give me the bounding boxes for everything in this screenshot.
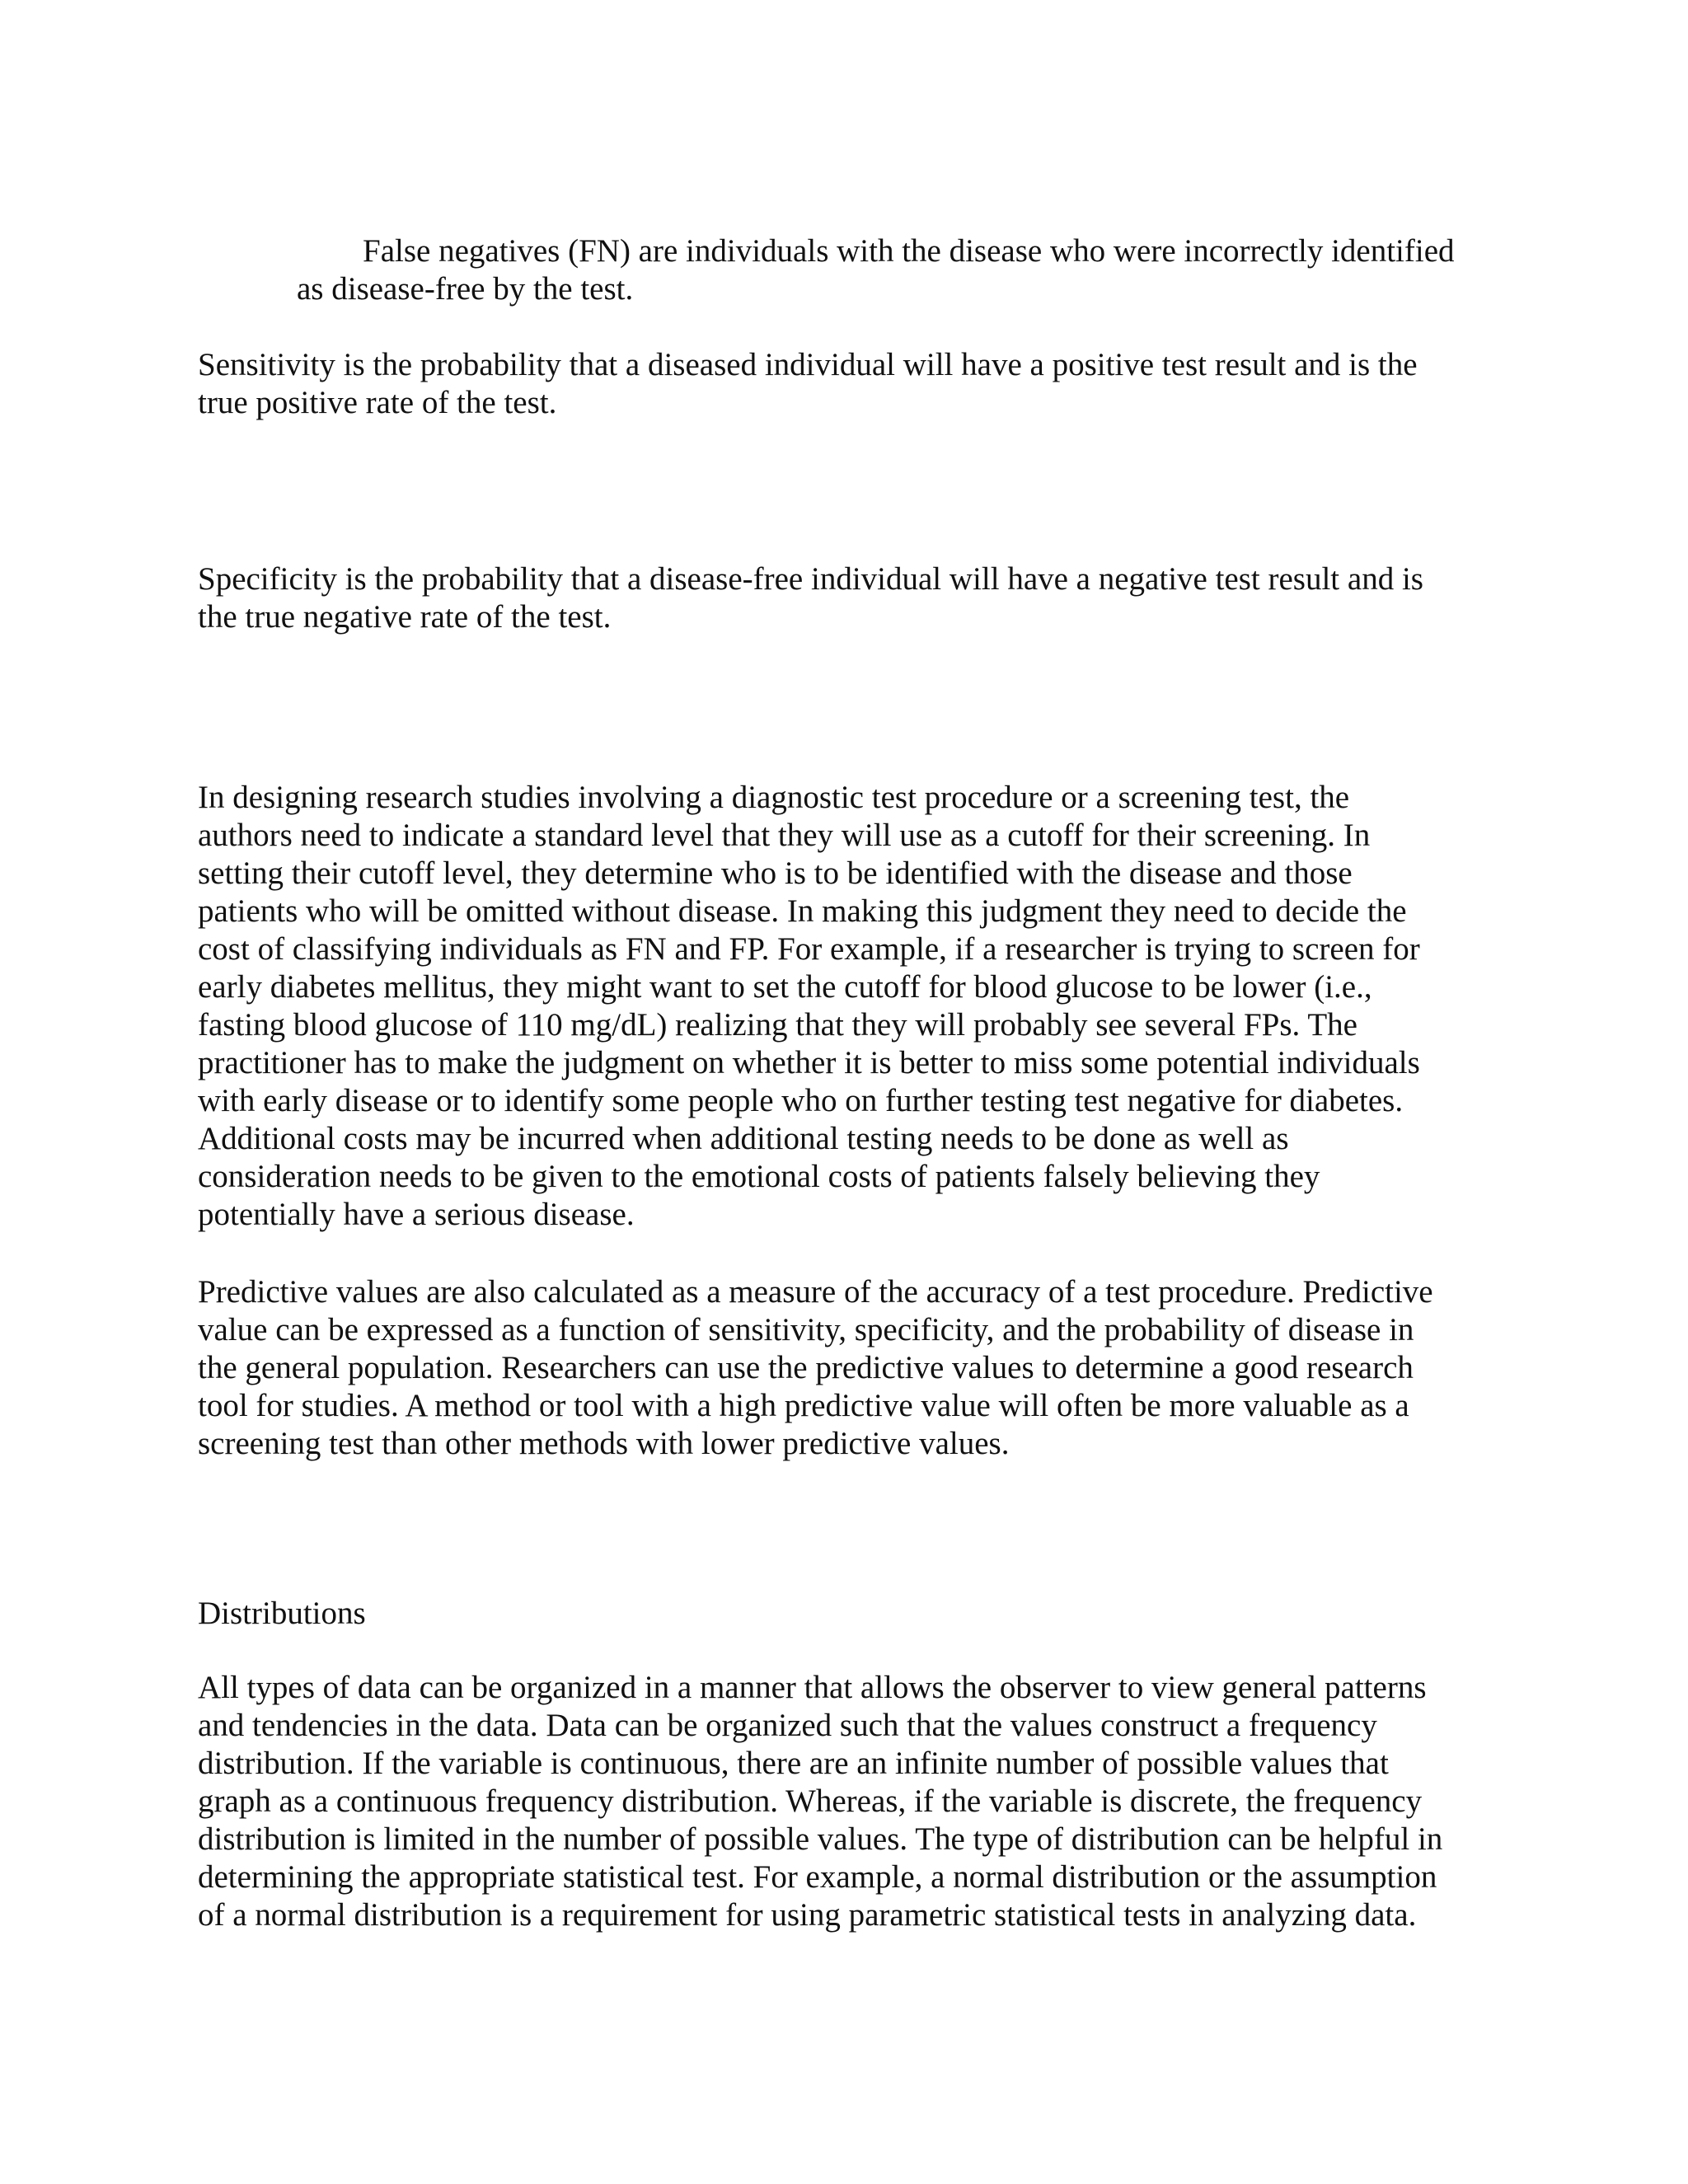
text-line: Predictive values are also calculated as a measure of the accuracy of a test procedure. Predictive (198, 1274, 1433, 1310)
text-line: the true negative rate of the test. (198, 599, 612, 635)
predictive-values-paragraph (198, 1273, 1433, 1463)
text-line: In designing research studies involving a diagnostic test procedure or a screening test, the (198, 780, 1350, 815)
text-line: as disease-free by the test. (297, 271, 634, 307)
distributions-paragraph (198, 1669, 1442, 1934)
text-line: early diabetes mellitus, they might want to set the cutoff for blood glucose to be lower (i.e., (198, 969, 1372, 1005)
research-design-paragraph (198, 779, 1420, 1234)
text-line: distribution is limited in the number of possible values. The type of distribution can be helpful in (198, 1821, 1443, 1857)
text-line: cost of classifying individuals as FN and FP. For example, if a researcher is trying to screen for (198, 931, 1420, 967)
text-line: value can be expressed as a function of sensitivity, specificity, and the probability of disease in (198, 1312, 1414, 1347)
text-line: potentially have a serious disease. (198, 1197, 635, 1232)
text-line: practitioner has to make the judgment on whether it is better to miss some potential individuals (198, 1045, 1420, 1080)
text-line: fasting blood glucose of 110 mg/dL) realizing that they will probably see several FPs. The (198, 1007, 1357, 1043)
text-line: distribution. If the variable is continuous, there are an infinite number of possible values that (198, 1746, 1389, 1781)
text-line: true positive rate of the test. (198, 385, 557, 420)
text-line: Additional costs may be incurred when additional testing needs to be done as well as (198, 1121, 1289, 1156)
text-line: All types of data can be organized in a manner that allows the observer to view general patterns (198, 1670, 1427, 1705)
text-line: consideration needs to be given to the emotional costs of patients falsely believing they (198, 1159, 1320, 1194)
text-line: the general population. Researchers can use the predictive values to determine a good research (198, 1350, 1414, 1385)
text-line: Specificity is the probability that a disease-free individual will have a negative test result and is (198, 561, 1423, 597)
text-line: tool for studies. A method or tool with a high predictive value will often be more valuable as a (198, 1388, 1409, 1423)
text-line: of a normal distribution is a requirement for using parametric statistical tests in analyzing data. (198, 1897, 1417, 1933)
text-line: patients who will be omitted without disease. In making this judgment they need to decide the (198, 893, 1407, 929)
sensitivity-paragraph (198, 346, 1418, 422)
text-line: and tendencies in the data. Data can be organized such that the values construct a frequency (198, 1708, 1377, 1743)
distributions-heading (198, 1595, 366, 1633)
text-line: determining the appropriate statistical test. For example, a normal distribution or the assumption (198, 1859, 1437, 1895)
text-line: authors need to indicate a standard level that they will use as a cutoff for their screening. In (198, 818, 1371, 853)
specificity-paragraph (198, 560, 1423, 636)
text-line: with early disease or to identify some people who on further testing test negative for diabetes. (198, 1083, 1404, 1118)
text-line: setting their cutoff level, they determine who is to be identified with the disease and those (198, 855, 1353, 891)
false-negatives-paragraph (297, 232, 1455, 308)
text-line: graph as a continuous frequency distribution. Whereas, if the variable is discrete, the frequency (198, 1783, 1423, 1819)
text-line: Sensitivity is the probability that a diseased individual will have a positive test result and is the (198, 347, 1418, 382)
text-line: False negatives (FN) are individuals with the disease who were incorrectly identified (363, 233, 1455, 269)
heading-text: Distributions (198, 1596, 366, 1631)
text-line: screening test than other methods with lower predictive values. (198, 1426, 1010, 1461)
